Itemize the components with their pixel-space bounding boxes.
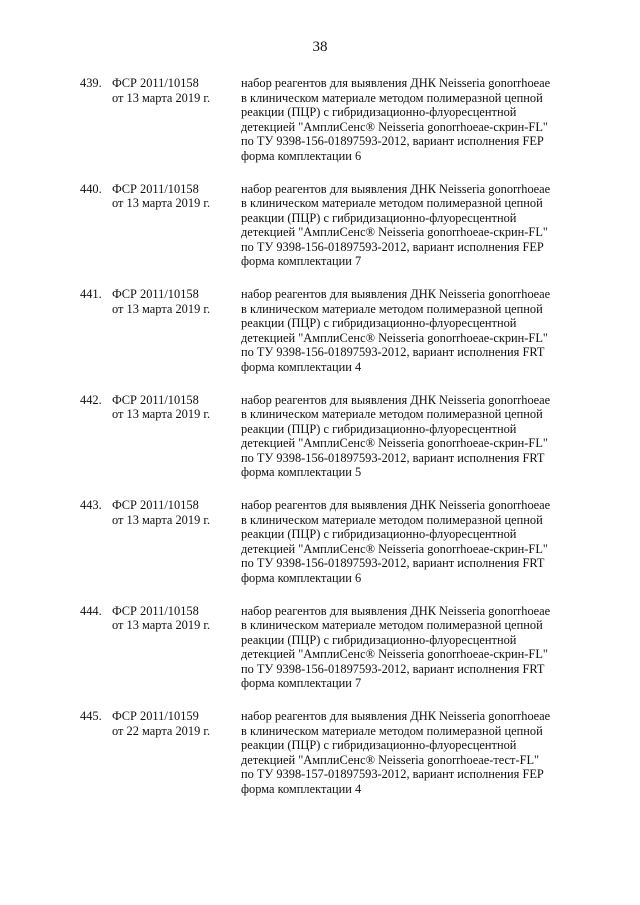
description-line: реакции (ПЦР) с гибридизационно-флуоресцентной <box>241 527 517 541</box>
registration-code: ФСР 2011/10158 <box>112 76 199 90</box>
registration-date: от 13 марта 2019 г. <box>112 196 211 210</box>
registry-entry <box>0 498 640 604</box>
registration-info <box>112 604 210 633</box>
registry-entry <box>0 287 640 393</box>
description-line: набор реагентов для выявления ДНК Neisseria gonorrhoeae <box>241 498 551 512</box>
description-line: по ТУ 9398-157-01897593-2012, вариант исполнения FEP <box>241 767 544 781</box>
entry-number: 441. <box>80 287 102 301</box>
description-line: детекцией "АмплиСенс® Neisseria gonorrhoeae-скрин-FL" <box>241 330 548 345</box>
registration-info <box>112 393 210 422</box>
registry-entry <box>0 393 640 499</box>
description-line: форма комплектации 4 <box>241 781 362 796</box>
description-line: по ТУ 9398-156-01897593-2012, вариант исполнения FRT <box>241 345 545 359</box>
product-description <box>241 287 581 374</box>
product-description <box>241 709 581 796</box>
description-line: набор реагентов для выявления ДНК Neisseria gonorrhoeae <box>241 603 551 618</box>
registry-entries <box>0 76 640 815</box>
description-line: в клиническом материале методом полимеразной цепной <box>241 407 543 421</box>
registration-code: ФСР 2011/10158 <box>112 603 199 618</box>
entry-number: 443. <box>80 498 102 512</box>
description-line: реакции (ПЦР) с гибридизационно-флуоресцентной <box>241 738 517 752</box>
registration-code: ФСР 2011/10159 <box>112 709 199 723</box>
description-line: детекцией "АмплиСенс® Neisseria gonorrhoeae-скрин-FL" <box>241 225 548 239</box>
description-line: форма комплектации 6 <box>241 570 362 585</box>
entry-number: 444. <box>80 603 102 618</box>
description-line: детекцией "АмплиСенс® Neisseria gonorrhoeae-скрин-FL" <box>241 541 548 556</box>
description-line: набор реагентов для выявления ДНК Neisseria gonorrhoeae <box>241 287 551 301</box>
registration-info <box>112 287 210 316</box>
description-line: по ТУ 9398-156-01897593-2012, вариант исполнения FRT <box>241 450 545 465</box>
description-line: набор реагентов для выявления ДНК Neisseria gonorrhoeae <box>241 392 551 407</box>
registration-date: от 13 марта 2019 г. <box>112 301 211 316</box>
entry-number: 439. <box>80 76 102 90</box>
description-line: форма комплектации 7 <box>241 676 362 690</box>
description-line: реакции (ПЦР) с гибридизационно-флуоресцентной <box>241 316 517 330</box>
description-line: детекцией "АмплиСенс® Neisseria gonorrhoeae-скрин-FL" <box>241 436 548 450</box>
entry-number: 442. <box>80 392 102 407</box>
description-line: по ТУ 9398-156-01897593-2012, вариант исполнения FEP <box>241 239 544 254</box>
product-description <box>241 76 581 163</box>
description-line: форма комплектации 6 <box>241 148 362 163</box>
registration-date: от 13 марта 2019 г. <box>112 512 211 527</box>
product-description <box>241 604 581 691</box>
page-number: 38 <box>312 39 328 55</box>
registry-entry <box>0 709 640 815</box>
description-line: в клиническом материале методом полимеразной цепной <box>241 512 543 527</box>
registration-date: от 13 марта 2019 г. <box>112 407 211 421</box>
registration-info <box>112 182 210 211</box>
product-description <box>241 182 581 269</box>
description-line: форма комплектации 7 <box>241 254 362 268</box>
description-line: в клиническом материале методом полимеразной цепной <box>241 301 543 316</box>
description-line: по ТУ 9398-156-01897593-2012, вариант исполнения FRT <box>241 661 545 676</box>
product-description <box>241 393 581 480</box>
registration-code: ФСР 2011/10158 <box>112 498 199 512</box>
description-line: реакции (ПЦР) с гибридизационно-флуоресцентной <box>241 105 517 119</box>
product-description <box>241 498 581 585</box>
registration-date: от 13 марта 2019 г. <box>112 90 211 105</box>
registry-entry <box>0 182 640 288</box>
description-line: форма комплектации 5 <box>241 465 362 479</box>
description-line: детекцией "АмплиСенс® Neisseria gonorrhoeae-тест-FL" <box>241 752 540 767</box>
registry-entry <box>0 76 640 182</box>
description-line: реакции (ПЦР) с гибридизационно-флуоресцентной <box>241 632 517 647</box>
registration-date: от 13 марта 2019 г. <box>112 618 211 632</box>
registration-code: ФСР 2011/10158 <box>112 287 199 301</box>
description-line: форма комплектации 4 <box>241 359 362 374</box>
description-line: детекцией "АмплиСенс® Neisseria gonorrhoeae-скрин-FL" <box>241 119 548 134</box>
description-line: набор реагентов для выявления ДНК Neisseria gonorrhoeae <box>241 76 551 90</box>
description-line: по ТУ 9398-156-01897593-2012, вариант исполнения FRT <box>241 556 545 570</box>
description-line: по ТУ 9398-156-01897593-2012, вариант исполнения FEP <box>241 134 544 148</box>
description-line: в клиническом материале методом полимеразной цепной <box>241 723 543 738</box>
description-line: реакции (ПЦР) с гибридизационно-флуоресцентной <box>241 421 517 436</box>
entry-number: 445. <box>80 709 102 723</box>
description-line: набор реагентов для выявления ДНК Neisseria gonorrhoeae <box>241 181 551 196</box>
description-line: реакции (ПЦР) с гибридизационно-флуоресцентной <box>241 210 517 225</box>
registry-entry <box>0 604 640 710</box>
registration-info <box>112 498 210 527</box>
description-line: набор реагентов для выявления ДНК Neisseria gonorrhoeae <box>241 709 551 723</box>
description-line: в клиническом материале методом полимеразной цепной <box>241 196 543 210</box>
description-line: детекцией "АмплиСенс® Neisseria gonorrhoeae-скрин-FL" <box>241 647 548 661</box>
registration-date: от 22 марта 2019 г. <box>112 723 211 738</box>
registration-code: ФСР 2011/10158 <box>112 392 199 407</box>
registration-code: ФСР 2011/10158 <box>112 181 199 196</box>
entry-number: 440. <box>80 181 102 196</box>
description-line: в клиническом материале методом полимеразной цепной <box>241 618 543 632</box>
registration-info <box>112 76 210 105</box>
registration-info <box>112 709 210 738</box>
description-line: в клиническом материале методом полимеразной цепной <box>241 90 543 105</box>
